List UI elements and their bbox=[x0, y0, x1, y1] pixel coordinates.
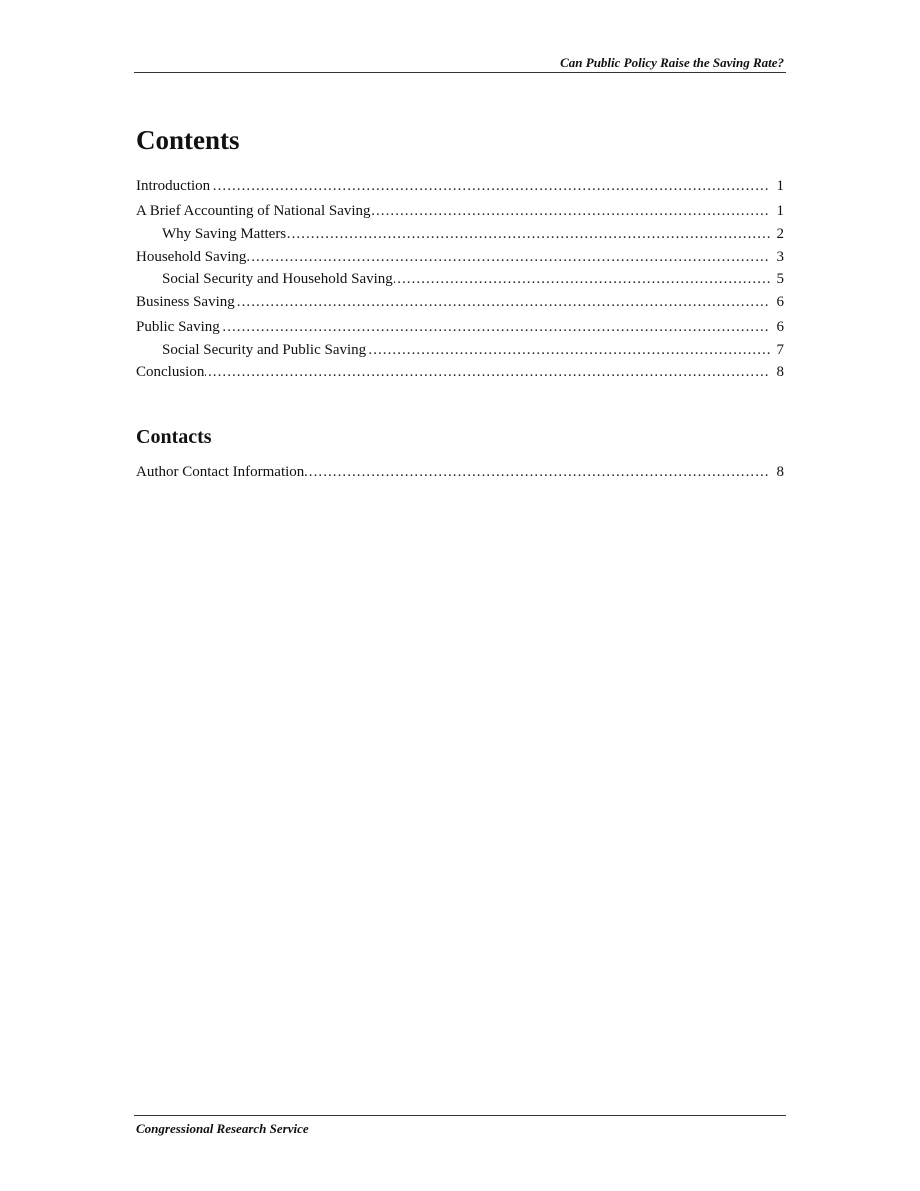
toc-entry-page: 6 bbox=[774, 317, 785, 337]
contents-heading: Contents bbox=[136, 125, 240, 155]
toc-entry-title: Conclusion bbox=[136, 364, 205, 380]
toc-entry-why-saving-matters[interactable] bbox=[162, 224, 784, 244]
toc-entry-title: A Brief Accounting of National Saving bbox=[136, 203, 371, 219]
contacts-heading: Contacts bbox=[136, 426, 212, 448]
toc-entry-title: Social Security and Public Saving bbox=[162, 342, 367, 358]
toc-entry-title: Why Saving Matters bbox=[162, 226, 287, 242]
toc-entry-business-saving[interactable] bbox=[136, 292, 784, 312]
toc-entry-conclusion[interactable] bbox=[136, 362, 784, 382]
toc-entry-social-security-household[interactable] bbox=[162, 269, 784, 289]
toc-entry-household-saving[interactable] bbox=[136, 247, 784, 267]
toc-entry-page: 8 bbox=[774, 462, 785, 482]
running-header-title: Can Public Policy Raise the Saving Rate? bbox=[560, 55, 784, 70]
toc-entry-page: 2 bbox=[774, 224, 785, 244]
toc-entry-author-contact[interactable] bbox=[136, 462, 784, 482]
footer-organization: Congressional Research Service bbox=[136, 1121, 309, 1136]
toc-entry-page: 3 bbox=[774, 247, 785, 267]
toc-entry-title: Household Saving bbox=[136, 249, 247, 265]
toc-entry-public-saving[interactable] bbox=[136, 317, 784, 337]
toc-entry-social-security-public[interactable] bbox=[162, 340, 784, 360]
toc-entry-title: Business Saving bbox=[136, 294, 235, 310]
toc-entry-page: 7 bbox=[774, 340, 785, 360]
toc-entry-title: Introduction bbox=[136, 178, 211, 194]
page-footer bbox=[134, 1115, 786, 1136]
page-header bbox=[134, 54, 786, 73]
toc-entry-title: Public Saving bbox=[136, 319, 220, 335]
toc-entry-title: Social Security and Household Saving bbox=[162, 271, 393, 287]
toc-entry-page: 1 bbox=[774, 201, 785, 221]
toc-entry-page: 6 bbox=[774, 292, 785, 312]
toc-entry-introduction[interactable] bbox=[136, 176, 784, 196]
toc-entry-national-saving[interactable] bbox=[136, 201, 784, 221]
toc-entry-page: 5 bbox=[774, 269, 785, 289]
toc-entry-page: 8 bbox=[774, 362, 785, 382]
toc-entry-page: 1 bbox=[774, 176, 785, 196]
toc-entry-title: Author Contact Information bbox=[136, 464, 305, 480]
